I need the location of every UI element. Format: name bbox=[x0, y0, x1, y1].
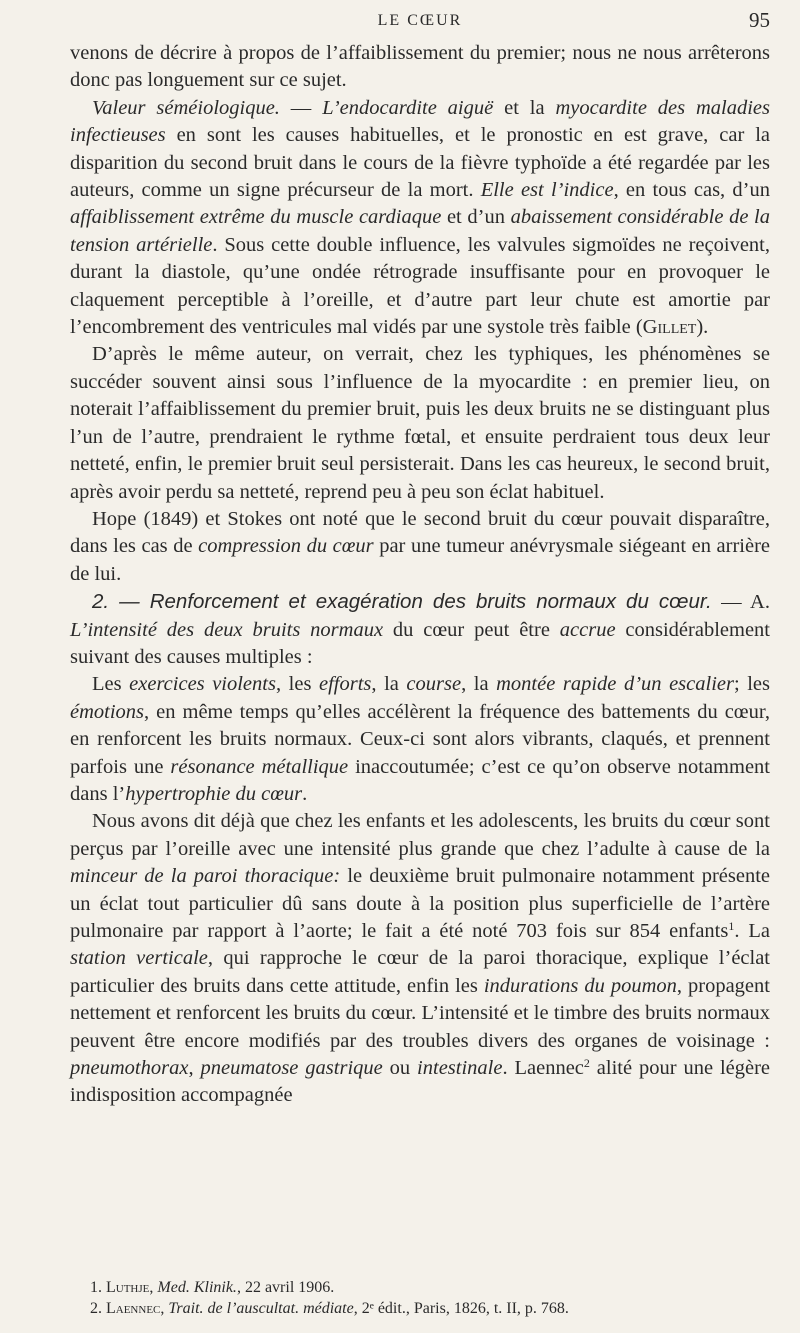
run: , propagent nettement et renforcent les bruits du cœur. L’intensité et le timbre des bruits normaux peuvent être encore modifiés par des troubles divers des organes de voisinage : bbox=[70, 974, 770, 1052]
run-italic: hypertrophie du cœur bbox=[125, 782, 303, 805]
paragraph: venons de décrire à propos de l’affaiblissement du premier; nous ne nous arrêterons donc pas longuement sur ce sujet. bbox=[70, 42, 770, 92]
footnote-number: 2. bbox=[90, 1300, 106, 1317]
paragraph bbox=[70, 506, 770, 588]
run-italic: indurations du poumon bbox=[483, 974, 677, 997]
footnote bbox=[70, 1298, 770, 1319]
run: , en tous cas, d’un bbox=[613, 179, 770, 202]
run: , les bbox=[275, 673, 319, 696]
footnote-number: 1. bbox=[90, 1279, 106, 1296]
run-italic: montée rapide d’un escalier bbox=[496, 673, 734, 696]
run-italic: émotions bbox=[70, 700, 145, 723]
run: . Sous cette double influence, les valvules sigmoïdes ne reçoivent, durant la diastole, qu’une ondée rétrograde insuffisante pour en provoquer le claquement perceptible à l’oreille, et d’autre part leur chute est amortie par l’encombrement des ventricules mal vidés par une systole très faible ( bbox=[70, 233, 770, 339]
run: par une tumeur anévrysmale siégeant en arrière de lui. bbox=[70, 535, 771, 585]
run-heading: Valeur séméiologique. bbox=[92, 96, 280, 119]
run-italic: affaiblissement extrême du muscle cardiaque bbox=[70, 206, 442, 229]
footnote-title: Trait. de l’auscultat. médiate bbox=[168, 1300, 354, 1317]
run: considérablement suivant des causes multiples : bbox=[70, 618, 770, 668]
run: ou bbox=[382, 1057, 418, 1080]
run: , en même temps qu’elles accélèrent la fréquence des battements du cœur, en renforcent les bruits normaux. Ceux-ci sont alors vibrants, claqués, et prennent parfois une bbox=[70, 700, 770, 778]
run: , la bbox=[371, 673, 407, 696]
section-heading: 2. — Renforcement et exagération des bruits normaux du cœur. bbox=[92, 590, 712, 614]
run: . bbox=[302, 782, 308, 805]
run: Nous avons dit déjà que chez les enfants et les adolescents, les bruits du cœur sont perçus par l’oreille avec une intensité plus grande que chez l’adulte à cause de la bbox=[70, 810, 770, 860]
run-italic: station verticale bbox=[70, 947, 208, 970]
footnote bbox=[70, 1277, 770, 1298]
paragraph bbox=[70, 588, 770, 671]
paragraph: D’après le même auteur, on verrait, chez les typhiques, les phénomènes se succéder souvent ainsi sous l’influence de la myocardite : en premier lieu, on noterait l’affaiblissement du premier bruit, puis les deux bruits ne se distinguant plus l’un de l’autre, prendraient le rythme fœtal, et ensuite perdraient tous deux leur netteté, enfin, le premier bruit seul persisterait. Dans les cas heureux, le second bruit, après avoir perdu sa netteté, reprend peu à peu son éclat habituel. bbox=[70, 343, 770, 503]
run: . Laennec bbox=[502, 1057, 584, 1080]
run: , bbox=[160, 1300, 169, 1317]
run: — bbox=[279, 96, 323, 119]
page-header bbox=[70, 6, 770, 36]
run-italic: L’intensité des deux bruits normaux bbox=[70, 618, 384, 641]
run: alité pour une légère indisposition accompagnée bbox=[70, 1057, 771, 1107]
run: . La bbox=[734, 920, 771, 942]
run: , la bbox=[461, 673, 497, 696]
run-italic: minceur de la paroi thoracique: bbox=[70, 865, 341, 888]
run: inaccoutumée; c’est ce qu’on observe notamment dans l’ bbox=[70, 755, 770, 805]
footnotes bbox=[70, 1277, 770, 1319]
paragraph bbox=[70, 671, 770, 808]
run: ; les bbox=[733, 673, 770, 696]
run-italic: abaissement considérable de la tension artérielle bbox=[70, 206, 770, 256]
run-italic: Elle est l’indice bbox=[480, 179, 614, 202]
footnote-ref: 2 bbox=[583, 1056, 590, 1071]
run-italic: pneumatose gastrique bbox=[200, 1057, 383, 1080]
paragraph bbox=[70, 95, 770, 342]
run: ). bbox=[696, 316, 709, 339]
running-title: LE CŒUR bbox=[377, 12, 463, 29]
run-italic: course bbox=[406, 673, 462, 696]
run: et la bbox=[493, 96, 556, 119]
run-italic: pneumothorax bbox=[70, 1057, 189, 1080]
run: , bbox=[188, 1057, 201, 1080]
run: , 22 avril 1906. bbox=[236, 1279, 335, 1296]
run: , 2ᵉ édit., Paris, 1826, t. II, p. 768. bbox=[353, 1300, 569, 1317]
run: en sont les causes habituelles, et le pronostic en est grave, car la disparition du second bruit dans le cours de la fièvre typhoïde a été regardée par les auteurs, comme un signe précurseur de la mort. bbox=[70, 124, 770, 202]
run-italic: efforts bbox=[318, 673, 372, 696]
run-italic: L’endocardite aiguë bbox=[322, 96, 494, 119]
footnote-author: Laennec bbox=[106, 1300, 161, 1317]
run: le deuxième bruit pulmonaire notamment présente un éclat tout particulier dû sans doute à la position plus superficielle de l’artère pulmonaire par rapport à l’aorte; le fait a été noté 703 fois sur 854 enfants bbox=[70, 865, 770, 942]
footnote-ref: 1 bbox=[728, 919, 735, 933]
run: , bbox=[149, 1279, 158, 1296]
run: — A. bbox=[711, 591, 770, 614]
run-italic: compression du cœur bbox=[198, 535, 374, 558]
page-number: 95 bbox=[749, 8, 770, 32]
run-italic: accrue bbox=[559, 618, 616, 641]
run-italic: résonance métallique bbox=[170, 755, 349, 778]
run-italic: exercices violents bbox=[129, 673, 276, 696]
footnote-journal: Med. Klinik. bbox=[157, 1279, 237, 1296]
body-text bbox=[70, 40, 770, 1110]
author-name: Gillet bbox=[642, 316, 697, 339]
run: du cœur peut être bbox=[383, 618, 560, 641]
paragraph bbox=[70, 808, 770, 1109]
run: Les bbox=[92, 673, 130, 696]
run-italic: intestinale bbox=[417, 1057, 503, 1080]
run: Hope (1849) et Stokes ont noté que le second bruit du cœur pouvait disparaître, dans les cas de bbox=[70, 507, 770, 558]
footnote-author: Luthje bbox=[106, 1279, 150, 1296]
run: , qui rapproche le cœur de la paroi thoracique, explique l’éclat particulier des bruits dans cette attitude, enfin les bbox=[70, 947, 771, 997]
run-italic: myocardite des maladies infectieuses bbox=[70, 96, 771, 147]
run: et d’un bbox=[441, 206, 511, 229]
